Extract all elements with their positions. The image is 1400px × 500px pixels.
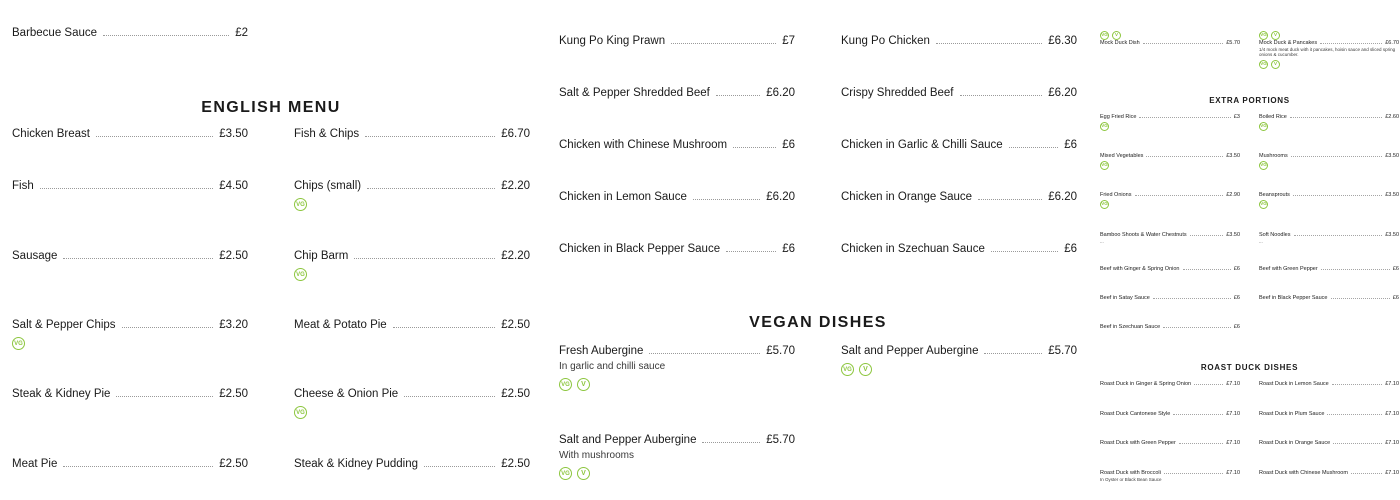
leader-dots	[984, 353, 1042, 354]
leader-dots	[716, 95, 760, 96]
menu-item-price: £6	[1392, 295, 1399, 301]
menu-item-price: £6	[1392, 266, 1399, 272]
menu-item-price: £5.70	[766, 345, 795, 357]
menu-item-row	[1259, 114, 1399, 120]
vegetarian-badge-icon: V	[577, 467, 590, 480]
dietary-badge-group	[1259, 31, 1399, 40]
menu-item	[12, 27, 248, 40]
vegan-badge-icon: VG	[1259, 31, 1268, 40]
menu-item-name: Salt & Pepper Chips	[12, 319, 116, 331]
menu-item-name: Mock Duck Dish	[1100, 40, 1140, 46]
menu-item-row	[294, 319, 530, 332]
leader-dots	[1146, 156, 1223, 157]
vegetarian-badge-icon: V	[1271, 60, 1280, 69]
vegan-badge-icon: VG	[12, 337, 25, 350]
menu-item-row	[12, 319, 248, 332]
menu-item	[559, 87, 795, 100]
leader-dots	[991, 251, 1058, 252]
menu-item-row	[294, 250, 530, 263]
menu-item-row	[1100, 114, 1240, 120]
menu-item-price: £7.10	[1226, 470, 1240, 476]
leader-dots	[1321, 269, 1390, 270]
menu-item-name: Kung Po King Prawn	[559, 35, 666, 47]
menu-item-row	[294, 128, 530, 141]
menu-item-name: Roast Duck with Chinese Mushroom	[1259, 470, 1348, 476]
menu-item-price: £3	[1233, 114, 1240, 120]
menu-item-row	[1100, 192, 1240, 198]
menu-item-name: Salt and Pepper Aubergine	[559, 434, 697, 446]
leader-dots	[1143, 43, 1224, 44]
vegan-badge-icon: VG	[841, 363, 854, 376]
leader-dots	[960, 95, 1043, 96]
leader-dots	[40, 188, 213, 189]
leader-dots	[1293, 195, 1382, 196]
menu-item-price: £6.20	[1048, 87, 1077, 99]
menu-item-price: £7.10	[1385, 440, 1399, 446]
menu-item-name: Barbecue Sauce	[12, 27, 98, 39]
menu-item-price: £5.70	[1048, 345, 1077, 357]
leader-dots	[1153, 298, 1231, 299]
menu-item-row	[841, 87, 1077, 100]
menu-item	[1100, 381, 1240, 387]
menu-item	[1100, 232, 1240, 244]
menu-item-name: Boiled Rice	[1259, 114, 1287, 120]
menu-item-row	[294, 388, 530, 401]
menu-item-price: £5.70	[1226, 40, 1240, 46]
menu-item-name: Chicken in Garlic & Chilli Sauce	[841, 139, 1003, 151]
leader-dots	[733, 147, 776, 148]
menu-item-row	[1259, 470, 1399, 476]
menu-item-price: £6.70	[501, 128, 530, 140]
menu-item-row	[559, 434, 795, 447]
menu-item	[294, 180, 530, 211]
vegan-badge-icon: VG	[1100, 122, 1109, 131]
leader-dots	[936, 43, 1042, 44]
leader-dots	[393, 327, 496, 328]
menu-item-price: £3.50	[1385, 192, 1399, 198]
section-heading-vegan-dishes: VEGAN DISHES	[749, 314, 887, 331]
menu-item	[1259, 440, 1399, 446]
leader-dots	[1351, 473, 1382, 474]
menu-item	[841, 243, 1077, 256]
menu-item-name: Chicken in Black Pepper Sauce	[559, 243, 721, 255]
menu-item-name: Bamboo Shoots & Water Chestnuts	[1100, 232, 1187, 238]
menu-item-row	[1259, 232, 1399, 238]
menu-item-name: Steak & Kidney Pie	[12, 388, 111, 400]
menu-item-price: £7.10	[1385, 470, 1399, 476]
vegan-badge-icon: VG	[559, 467, 572, 480]
menu-item-row	[1259, 295, 1399, 301]
menu-item-name: Mixed Vegetables	[1100, 153, 1144, 159]
menu-item	[559, 345, 795, 391]
leader-dots	[1183, 269, 1231, 270]
vegan-badge-icon: VG	[1100, 161, 1109, 170]
leader-dots	[693, 199, 760, 200]
menu-item-row	[1259, 192, 1399, 198]
menu-item-row	[1259, 153, 1399, 159]
menu-item-row	[1100, 232, 1240, 238]
menu-item	[841, 345, 1077, 376]
menu-item-price: £3.50	[1226, 153, 1240, 159]
menu-item-row	[559, 87, 795, 100]
leader-dots	[365, 136, 495, 137]
vegan-badge-icon: VG	[1259, 60, 1268, 69]
vegetarian-badge-icon: V	[1112, 31, 1121, 40]
section-heading-extra-portions: EXTRA PORTIONS	[1209, 96, 1290, 105]
menu-item-row	[294, 458, 530, 471]
leader-dots	[367, 188, 495, 189]
dietary-badge-group	[1100, 161, 1240, 170]
menu-item-row	[294, 180, 530, 193]
menu-item	[294, 388, 530, 419]
menu-item	[12, 128, 248, 141]
dietary-badge-group	[1100, 31, 1240, 40]
menu-item-price: £7	[782, 35, 795, 47]
menu-item-row	[559, 35, 795, 48]
menu-item	[1100, 411, 1240, 417]
leader-dots	[1173, 414, 1223, 415]
menu-item	[1259, 470, 1399, 476]
leader-dots	[1163, 327, 1231, 328]
section-heading-roast-duck-dishes: ROAST DUCK DISHES	[1200, 363, 1299, 372]
menu-item-row	[12, 388, 248, 401]
menu-item	[294, 250, 530, 281]
menu-item-name: Roast Duck in Orange Sauce	[1259, 440, 1331, 446]
menu-item-name: Kung Po Chicken	[841, 35, 930, 47]
menu-item-name: Chip Barm	[294, 250, 349, 262]
menu-item	[1100, 470, 1240, 482]
vegetarian-badge-icon: V	[859, 363, 872, 376]
menu-item-name: Soft Noodles	[1259, 232, 1291, 238]
leader-dots	[424, 466, 495, 467]
menu-item	[1259, 29, 1399, 69]
menu-item-row	[559, 139, 795, 152]
dietary-badge-group	[559, 378, 795, 391]
menu-item-row	[841, 243, 1077, 256]
menu-item-row	[841, 139, 1077, 152]
dietary-badge-group	[294, 268, 530, 281]
menu-item-name: Egg Fried Rice	[1100, 114, 1137, 120]
menu-item-row	[559, 345, 795, 358]
menu-item-price: £2.60	[1385, 114, 1399, 120]
menu-item-price: £2.50	[501, 388, 530, 400]
menu-item-price: £2.50	[501, 458, 530, 470]
dietary-badge-group	[1259, 161, 1399, 170]
menu-item-price: £7.10	[1385, 381, 1399, 387]
menu-item-description: 1/4 mock meat duck with it pancakes, hoisin sauce and sliced spring onions & cucumber.	[1259, 47, 1396, 58]
menu-item-name: Crispy Shredded Beef	[841, 87, 954, 99]
menu-item-row	[12, 250, 248, 263]
menu-item-price: £6	[782, 243, 795, 255]
dietary-badge-group	[12, 337, 248, 350]
menu-item-name: Chicken in Szechuan Sauce	[841, 243, 985, 255]
menu-item-name: Chicken with Chinese Mushroom	[559, 139, 728, 151]
menu-item-name: Chicken Breast	[12, 128, 90, 140]
menu-item-price: £7.10	[1385, 411, 1399, 417]
menu-item-description: With mushrooms	[559, 450, 635, 461]
leader-dots	[116, 396, 213, 397]
dietary-badge-group	[1259, 122, 1399, 131]
menu-item-price: £2.50	[219, 388, 248, 400]
menu-item	[1259, 295, 1399, 301]
menu-item-price: £2.20	[501, 250, 530, 262]
vegan-badge-icon: VG	[294, 198, 307, 211]
leader-dots	[122, 327, 214, 328]
leader-dots	[1139, 117, 1230, 118]
menu-item-price: £7.10	[1226, 440, 1240, 446]
menu-item	[1259, 381, 1399, 387]
menu-item	[294, 319, 530, 332]
menu-item-row	[1259, 411, 1399, 417]
menu-item	[1100, 440, 1240, 446]
leader-dots	[978, 199, 1042, 200]
menu-item-row	[12, 128, 248, 141]
menu-item	[1100, 324, 1240, 330]
menu-item	[294, 458, 530, 471]
menu-item	[1100, 295, 1240, 301]
menu-item-description: ...	[1259, 239, 1263, 244]
menu-item-row	[1100, 266, 1240, 272]
menu-item-name: Chips (small)	[294, 180, 362, 192]
menu-item-name: Fried Onions	[1100, 192, 1132, 198]
leader-dots	[1291, 156, 1383, 157]
menu-item-name: Beef with Ginger & Spring Onion	[1100, 266, 1180, 272]
vegan-badge-icon: VG	[1259, 200, 1268, 209]
menu-item-price: £3.50	[1385, 232, 1399, 238]
menu-item-price: £3.50	[1226, 232, 1240, 238]
dietary-badge-group	[841, 363, 1077, 376]
menu-item	[12, 319, 248, 350]
menu-item-name: Beansprouts	[1259, 192, 1290, 198]
menu-item-name: Salt & Pepper Shredded Beef	[559, 87, 710, 99]
leader-dots	[649, 353, 760, 354]
menu-item-row	[1100, 381, 1240, 387]
menu-item	[1259, 266, 1399, 272]
leader-dots	[1190, 235, 1224, 236]
leader-dots	[404, 396, 495, 397]
vegetarian-badge-icon: V	[577, 378, 590, 391]
menu-item-row	[1100, 411, 1240, 417]
menu-item-name: Chicken in Orange Sauce	[841, 191, 973, 203]
menu-item-row	[1100, 40, 1240, 46]
menu-item-price: £3.50	[1385, 153, 1399, 159]
menu-item-price: £6.20	[1048, 191, 1077, 203]
menu-item-price: £3.20	[219, 319, 248, 331]
menu-item-name: Beef with Green Pepper	[1259, 266, 1318, 272]
menu-item-name: Beef in Szechuan Sauce	[1100, 324, 1161, 330]
menu-item-row	[1259, 40, 1399, 46]
menu-item-price: £2.90	[1226, 192, 1240, 198]
menu-item-row	[1100, 324, 1240, 330]
menu-item-row	[1259, 266, 1399, 272]
menu-item-row	[841, 35, 1077, 48]
menu-item-name: Meat & Potato Pie	[294, 319, 387, 331]
menu-item-price: £2.50	[219, 458, 248, 470]
menu-item	[1100, 266, 1240, 272]
menu-item-price: £6	[1064, 243, 1077, 255]
menu-item-description: In Oyster or Black Bean Sauce	[1100, 477, 1162, 482]
dietary-badge-group	[559, 467, 795, 480]
menu-item-price: £6.30	[1048, 35, 1077, 47]
leader-dots	[63, 258, 213, 259]
leader-dots	[671, 43, 776, 44]
leader-dots	[1009, 147, 1059, 148]
menu-item-name: Steak & Kidney Pudding	[294, 458, 419, 470]
menu-item	[841, 35, 1077, 48]
menu-item-row	[841, 191, 1077, 204]
menu-item-price: £6	[1233, 295, 1240, 301]
menu-item-row	[12, 180, 248, 193]
menu-item	[294, 128, 530, 141]
menu-item	[1259, 192, 1399, 209]
menu-item-name: Roast Duck in Plum Sauce	[1259, 411, 1325, 417]
dietary-badge-group	[1100, 122, 1240, 131]
leader-dots	[1164, 473, 1223, 474]
menu-item-row	[1100, 470, 1240, 476]
menu-item	[12, 250, 248, 263]
leader-dots	[103, 35, 229, 36]
menu-item-price: £2	[235, 27, 248, 39]
menu-item	[841, 191, 1077, 204]
menu-item-name: Roast Duck in Ginger & Spring Onion	[1100, 381, 1192, 387]
dietary-badge-group	[1259, 200, 1399, 209]
menu-item	[1259, 411, 1399, 417]
menu-item-row	[1259, 381, 1399, 387]
menu-item-price: £6.20	[766, 87, 795, 99]
menu-item-price: £5.70	[766, 434, 795, 446]
vegan-badge-icon: VG	[1100, 31, 1109, 40]
menu-item	[12, 180, 248, 193]
menu-item-price: £2.50	[501, 319, 530, 331]
dietary-badge-group	[1259, 60, 1399, 69]
menu-item-row	[559, 191, 795, 204]
menu-item-row	[12, 458, 248, 471]
vegan-badge-icon: VG	[294, 268, 307, 281]
menu-item-description: ...	[1100, 239, 1104, 244]
menu-item-name: Roast Duck with Green Pepper	[1100, 440, 1176, 446]
menu-item-price: £2.50	[219, 250, 248, 262]
menu-item-price: £2.20	[501, 180, 530, 192]
menu-item-price: £6	[1233, 266, 1240, 272]
menu-item-price: £7.10	[1226, 381, 1240, 387]
menu-item-name: Mock Duck & Pancakes	[1259, 40, 1318, 46]
menu-item-name: Beef in Black Pepper Sauce	[1259, 295, 1328, 301]
menu-item-name: Meat Pie	[12, 458, 58, 470]
leader-dots	[63, 466, 213, 467]
leader-dots	[1294, 235, 1383, 236]
menu-item-price: £6	[1233, 324, 1240, 330]
menu-item-row	[1100, 440, 1240, 446]
menu-item	[1100, 153, 1240, 170]
menu-item-price: £6	[782, 139, 795, 151]
menu-item-price: £6	[1064, 139, 1077, 151]
menu-item-row	[12, 27, 248, 40]
vegan-badge-icon: VG	[1259, 122, 1268, 131]
vegan-badge-icon: VG	[559, 378, 572, 391]
leader-dots	[1331, 298, 1390, 299]
menu-item-name: Fish & Chips	[294, 128, 360, 140]
leader-dots	[1179, 443, 1223, 444]
menu-item-price: £4.50	[219, 180, 248, 192]
leader-dots	[702, 442, 760, 443]
menu-item	[559, 243, 795, 256]
leader-dots	[1333, 443, 1382, 444]
menu-item-name: Chicken in Lemon Sauce	[559, 191, 687, 203]
menu-item	[1100, 29, 1240, 46]
menu-item	[1259, 232, 1399, 244]
menu-item-description: In garlic and chilli sauce	[559, 361, 666, 372]
menu-item	[12, 458, 248, 471]
menu-item-price: £7.10	[1226, 411, 1240, 417]
menu-item	[1259, 114, 1399, 131]
section-heading-english-menu: ENGLISH MENU	[201, 99, 341, 116]
menu-item-row	[841, 345, 1077, 358]
menu-item-name: Fish	[12, 180, 34, 192]
dietary-badge-group	[294, 406, 530, 419]
menu-item-name: Salt and Pepper Aubergine	[841, 345, 979, 357]
vegan-badge-icon: VG	[294, 406, 307, 419]
menu-item-price: £6.70	[1385, 40, 1399, 46]
menu-item-row	[1100, 295, 1240, 301]
menu-item	[841, 139, 1077, 152]
menu-item-name: Roast Duck Cantonese Style	[1100, 411, 1171, 417]
menu-item	[841, 87, 1077, 100]
menu-item-price: £6.20	[766, 191, 795, 203]
menu-item-name: Mushrooms	[1259, 153, 1288, 159]
leader-dots	[354, 258, 495, 259]
menu-item-row	[559, 243, 795, 256]
menu-item	[559, 434, 795, 480]
menu-item-row	[1259, 440, 1399, 446]
menu-item-name: Roast Duck with Broccoli	[1100, 470, 1161, 476]
menu-item-name: Fresh Aubergine	[559, 345, 644, 357]
vegan-badge-icon: VG	[1259, 161, 1268, 170]
menu-item-price: £3.50	[219, 128, 248, 140]
menu-item-name: Cheese & Onion Pie	[294, 388, 399, 400]
menu-item	[1100, 114, 1240, 131]
menu-item	[1100, 192, 1240, 209]
menu-item	[12, 388, 248, 401]
leader-dots	[1320, 43, 1382, 44]
leader-dots	[726, 251, 776, 252]
menu-item	[559, 139, 795, 152]
leader-dots	[1332, 384, 1383, 385]
menu-item-row	[1100, 153, 1240, 159]
menu-item-name: Beef in Satay Sauce	[1100, 295, 1150, 301]
dietary-badge-group	[294, 198, 530, 211]
menu-item-name: Roast Duck in Lemon Sauce	[1259, 381, 1329, 387]
leader-dots	[1194, 384, 1223, 385]
menu-item	[559, 191, 795, 204]
vegetarian-badge-icon: V	[1271, 31, 1280, 40]
menu-item	[559, 35, 795, 48]
menu-item-name: Sausage	[12, 250, 58, 262]
leader-dots	[1135, 195, 1224, 196]
menu-item	[1259, 153, 1399, 170]
leader-dots	[1290, 117, 1382, 118]
vegan-badge-icon: VG	[1100, 200, 1109, 209]
leader-dots	[96, 136, 213, 137]
dietary-badge-group	[1100, 200, 1240, 209]
leader-dots	[1327, 414, 1382, 415]
